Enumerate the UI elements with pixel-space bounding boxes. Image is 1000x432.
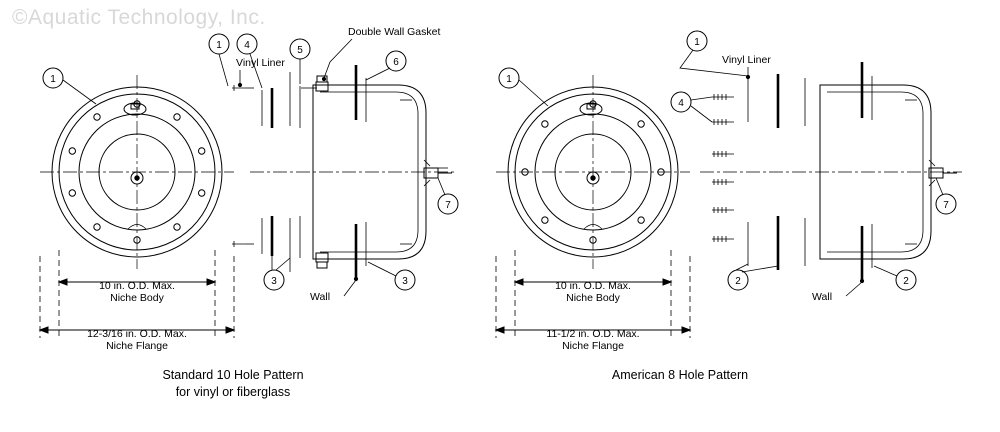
left-caption-line2: for vinyl or fiberglass (175, 385, 291, 399)
right-callout-4: 4 (678, 98, 684, 109)
left-callout-3-left: 3 (271, 276, 277, 287)
left-dim-outer-line2: Niche Flange (106, 340, 168, 352)
left-liner-label: Vinyl Liner (236, 57, 285, 69)
right-callout-1-face: 1 (506, 74, 512, 85)
right-callout-2-left: 2 (735, 276, 741, 287)
copyright-watermark: ©Aquatic Technology, Inc. (12, 6, 266, 29)
left-labels (236, 26, 440, 303)
right-caption-line1: American 8 Hole Pattern (611, 368, 749, 382)
left-caption-line1: Standard 10 Hole Pattern (162, 368, 304, 382)
right-face-view (496, 75, 690, 269)
right-wall-label: Wall (812, 291, 833, 303)
right-callout-7: 7 (943, 200, 949, 211)
right-dim-inner-line1: 10 in. O.D. Max. (555, 280, 631, 292)
left-dim-inner-line2: Niche Body (110, 292, 164, 304)
left-face-view (40, 75, 234, 269)
left-callout-6: 6 (393, 57, 399, 68)
right-liner-label: Vinyl Liner (722, 54, 771, 66)
left-dim-outer-line1: 12-3/16 in. O.D. Max. (87, 328, 187, 340)
right-dim-inner-line2: Niche Body (566, 292, 620, 304)
right-labels (722, 54, 864, 303)
left-callout-7: 7 (445, 200, 451, 211)
right-side-view (700, 62, 962, 282)
right-dim-outer-line2: Niche Flange (562, 340, 624, 352)
left-callout-1-side: 1 (216, 40, 222, 51)
left-callout-4: 4 (244, 40, 250, 51)
right-figure (496, 31, 962, 382)
left-callout-1-face: 1 (50, 74, 56, 85)
left-side-view (232, 65, 456, 279)
left-callout-5: 5 (297, 45, 303, 56)
right-dim-outer-line1: 11-1/2 in. O.D. Max. (546, 328, 640, 340)
right-callout-1-side: 1 (694, 37, 700, 48)
right-callout-2-right: 2 (903, 276, 909, 287)
left-figure (40, 26, 458, 399)
left-wall-label: Wall (310, 291, 331, 303)
left-gasket-label: Double Wall Gasket (348, 26, 441, 38)
right-callouts (499, 31, 956, 290)
left-dim-inner-line1: 10 in. O.D. Max. (99, 280, 175, 292)
left-callout-3-right: 3 (402, 276, 408, 287)
